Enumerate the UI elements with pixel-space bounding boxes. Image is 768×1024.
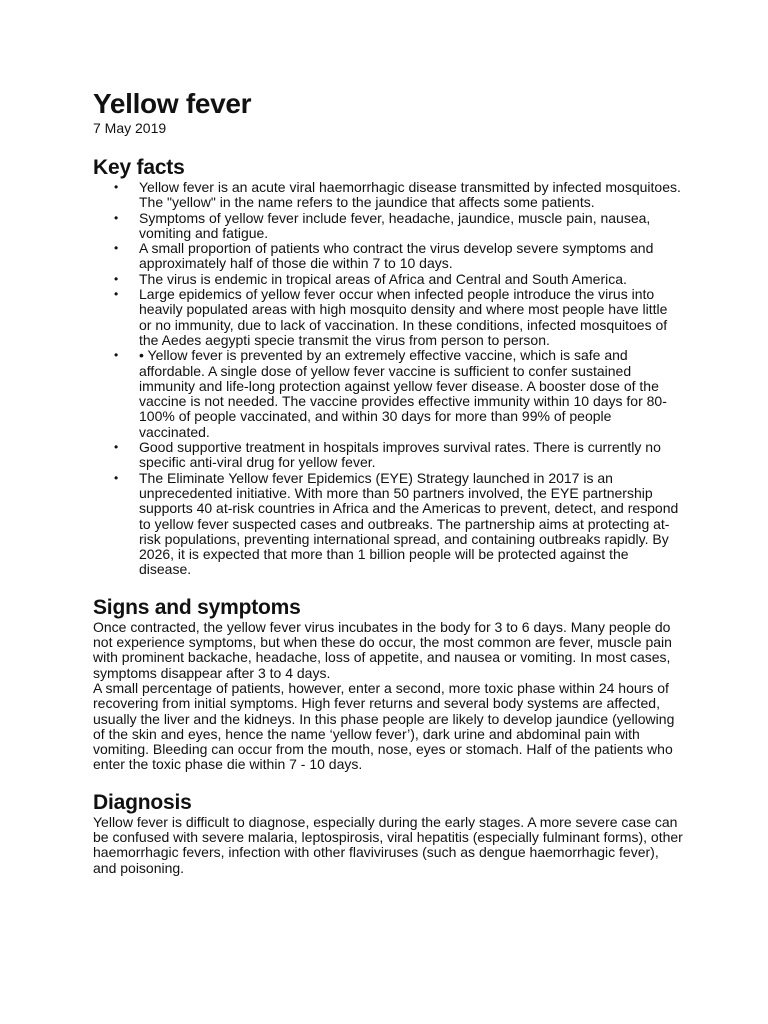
list-item	[93, 241, 683, 272]
paragraph: Once contracted, the yellow fever virus incubates in the body for 3 to 6 days. Many people do not experience symptoms, but when these do occur, the most common are fever, muscle pain with prominent backache, headache, loss of appetite, and nausea or vomiting. In most cases, symptoms disappear after 3 to 4 days.	[93, 618, 672, 681]
list-item-text: The virus is endemic in tropical areas of Africa and Central and South America.	[139, 270, 627, 287]
document-page	[93, 88, 683, 876]
section-key-facts	[93, 156, 683, 578]
key-facts-list	[93, 180, 683, 578]
publish-date: 7 May 2019	[93, 120, 167, 136]
bullet-icon: •	[114, 210, 119, 225]
section-heading-key-facts: Key facts	[93, 156, 185, 179]
list-item-text: The Eliminate Yellow fever Epidemics (EYE) Strategy launched in 2017 is an unprecedented initiative. With more than 50 partners involved, the EYE partnership supports 40 at-risk countries in Africa and the Americas to prevent, detect, and respond to yellow fever suspected cases and outbreaks. The partnership aims at protecting at-risk populations, preventing international spread, and containing outbreaks rapidly. By 2026, it is expected that more than 1 billion people will be protected against the disease.	[139, 469, 679, 578]
list-item	[93, 471, 683, 578]
list-item-text: A small proportion of patients who contract the virus develop severe symptoms and approximately half of those die within 7 to 10 days.	[139, 240, 654, 272]
bullet-icon: •	[114, 241, 119, 256]
bullet-icon: •	[114, 440, 119, 455]
list-item-text: Good supportive treatment in hospitals improves survival rates. There is currently no specific anti-viral drug for yellow fever.	[139, 439, 661, 471]
bullet-icon: •	[114, 287, 119, 302]
list-item	[93, 272, 683, 287]
page-title: Yellow fever	[93, 88, 252, 119]
paragraph: Yellow fever is difficult to diagnose, especially during the early stages. A more severe case can be confused with severe malaria, leptospirosis, viral hepatitis (especially fulminant forms), other haemorrhagic fevers, infection with other flaviviruses (such as dengue haemorrhagic fever), and poisoning.	[93, 813, 683, 876]
list-item-text: Yellow fever is an acute viral haemorrhagic disease transmitted by infected mosquitoes. The "yellow" in the name refers to the jaundice that affects some patients.	[139, 179, 681, 211]
bullet-icon: •	[114, 271, 119, 286]
section-heading-diagnosis: Diagnosis	[93, 790, 192, 814]
bullet-icon: •	[114, 470, 119, 485]
paragraph: A small percentage of patients, however, enter a second, more toxic phase within 24 hours of recovering from initial symptoms. High fever returns and several body systems are affected, usually the liver and the kidneys. In this phase people are likely to develop jaundice (yellowing of the skin and eyes, hence the name ‘yellow fever’), dark urine and abdominal pain with vomiting. Bleeding can occur from the mouth, nose, eyes or stomach. Half of the patients who enter the toxic phase die within 7 - 10 days.	[93, 679, 675, 773]
section-signs-and-symptoms	[93, 596, 683, 773]
list-item-text: Symptoms of yellow fever include fever, headache, jaundice, muscle pain, nausea, vomiting and fatigue.	[139, 209, 651, 241]
list-item-text: Large epidemics of yellow fever occur when infected people introduce the virus into heavily populated areas with high mosquito density and where most people have little or no immunity, due to lack of vaccination. In these conditions, infected mosquitoes of the Aedes aegypti specie transmit the virus from person to person.	[139, 286, 668, 348]
list-item	[93, 211, 683, 242]
section-diagnosis	[93, 791, 683, 876]
list-item-text: • Yellow fever is prevented by an extremely effective vaccine, which is safe and affordable. A single dose of yellow fever vaccine is sufficient to confer sustained immunity and life-long protection against yellow fever disease. A booster dose of the vaccine is not needed. The vaccine provides effective immunity within 10 days for 80-100% of people vaccinated, and within 30 days for more than 99% of people vaccinated.	[139, 347, 667, 440]
list-item	[93, 440, 683, 471]
list-item	[93, 180, 683, 211]
bullet-icon: •	[114, 348, 119, 363]
list-item	[93, 348, 683, 440]
list-item	[93, 287, 683, 348]
bullet-icon: •	[114, 180, 119, 194]
section-heading-signs-and-symptoms: Signs and symptoms	[93, 595, 301, 619]
